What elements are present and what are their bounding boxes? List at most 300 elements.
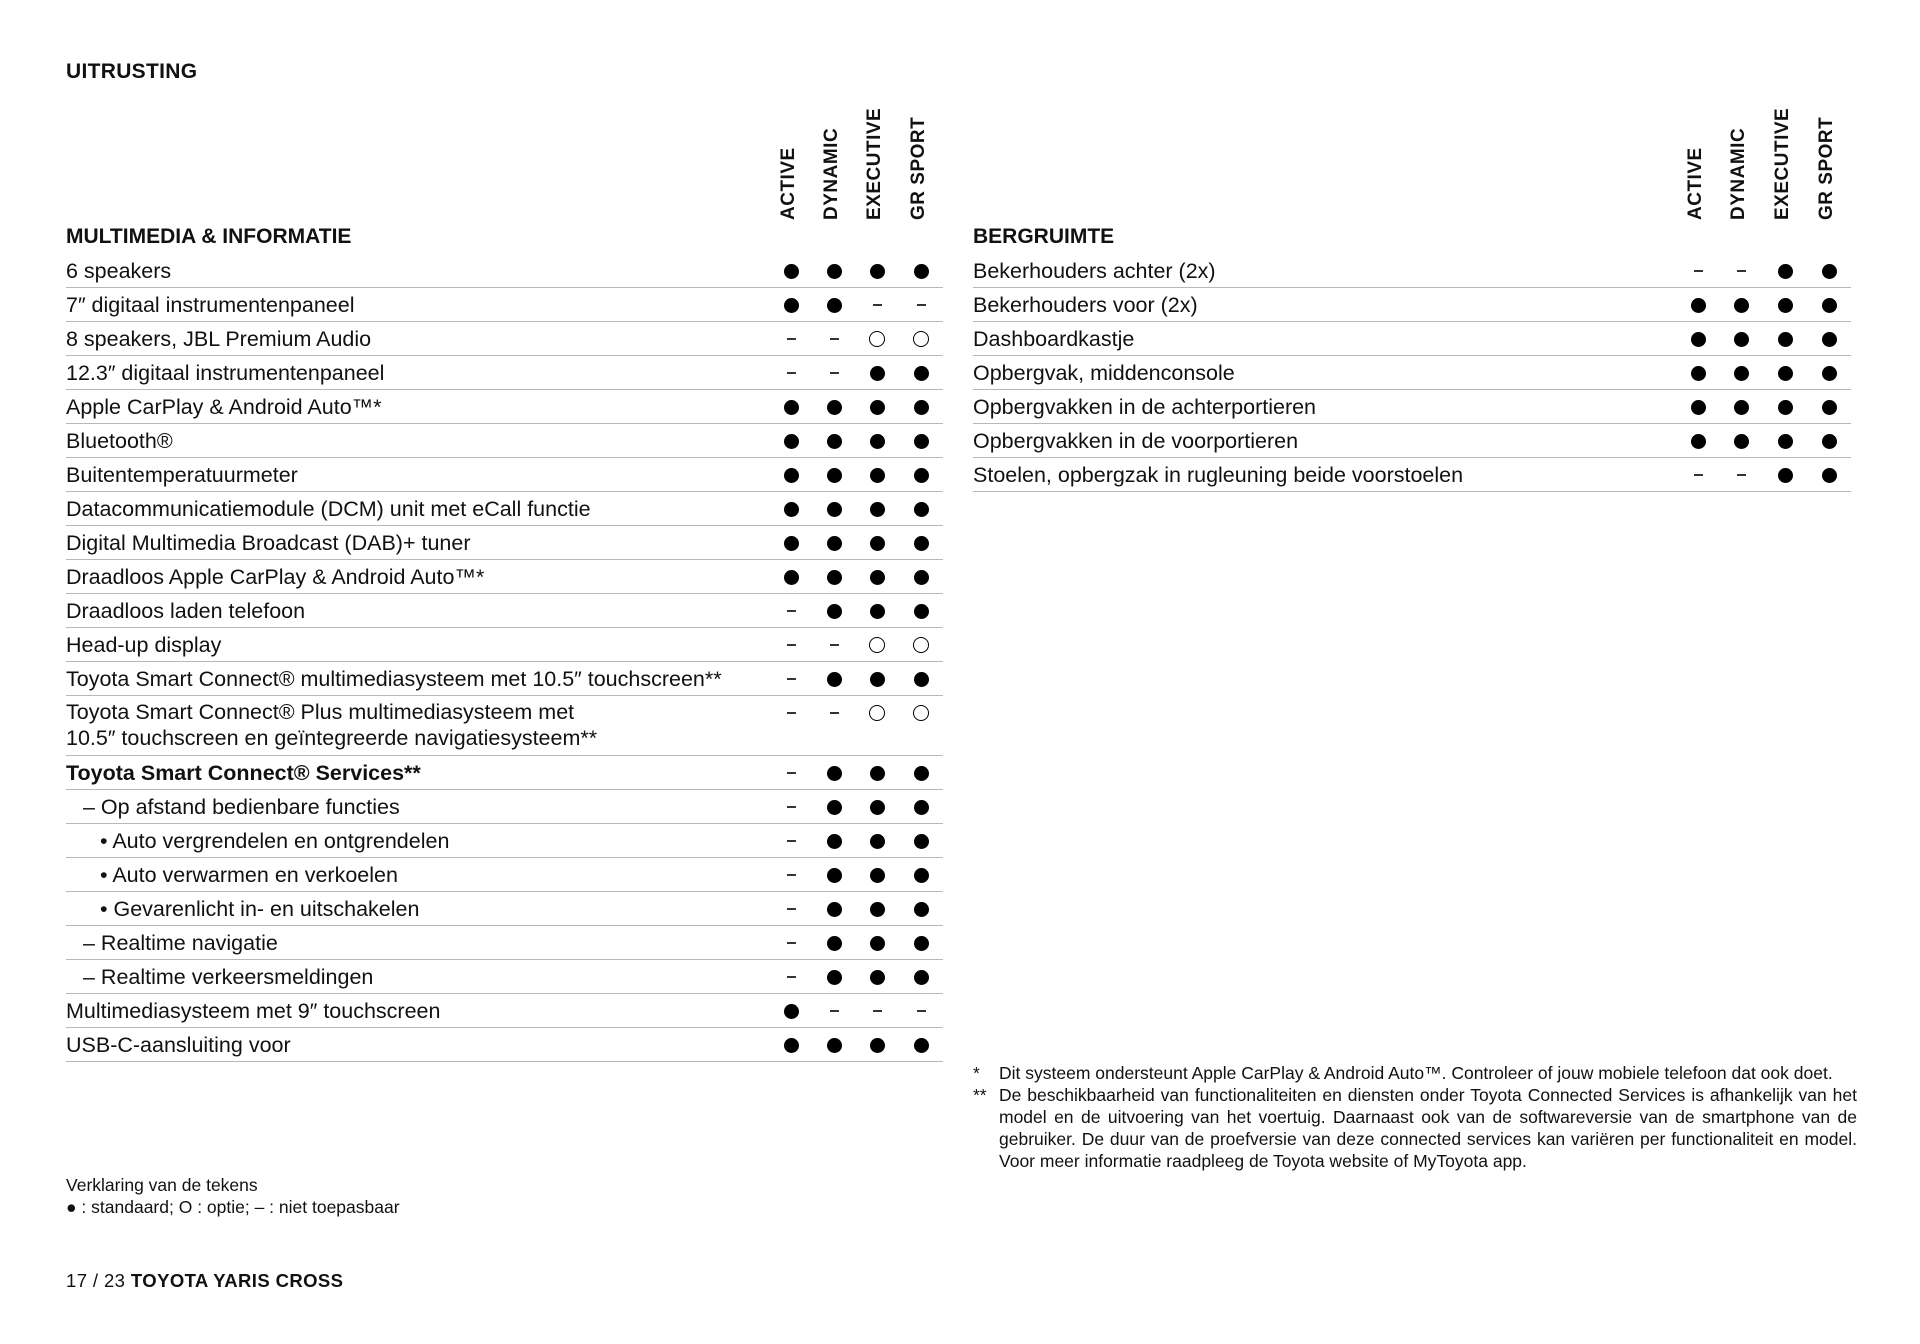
availability-cell (776, 662, 806, 696)
not-applicable-dash-icon (917, 1010, 926, 1012)
standard-dot-icon (827, 766, 842, 781)
standard-dot-icon (784, 264, 799, 279)
availability-cell (819, 322, 849, 356)
standard-dot-icon (1822, 264, 1837, 279)
availability-cell (1726, 288, 1756, 322)
table-row (973, 356, 1851, 390)
availability-cell (906, 994, 936, 1028)
availability-cell (862, 756, 892, 790)
not-applicable-dash-icon (830, 644, 839, 646)
availability-cell (862, 322, 892, 356)
standard-dot-icon (1691, 366, 1706, 381)
not-applicable-dash-icon (917, 304, 926, 306)
availability-cell (819, 628, 849, 662)
column-header (862, 100, 892, 220)
standard-dot-icon (914, 434, 929, 449)
not-applicable-dash-icon (1737, 270, 1746, 272)
availability-cell (819, 594, 849, 628)
not-applicable-dash-icon (787, 610, 796, 612)
availability-cell (906, 254, 936, 288)
standard-dot-icon (827, 1038, 842, 1053)
row-label: • Gevarenlicht in- en uitschakelen (100, 897, 420, 921)
availability-cell (819, 526, 849, 560)
standard-dot-icon (827, 672, 842, 687)
standard-dot-icon (870, 400, 885, 415)
table-row (66, 424, 943, 458)
availability-cell (776, 1028, 806, 1062)
availability-cell (819, 390, 849, 424)
standard-dot-icon (870, 604, 885, 619)
option-circle-icon (869, 705, 885, 721)
availability-cell (862, 824, 892, 858)
availability-cell (1814, 356, 1844, 390)
footnote (973, 1084, 1857, 1172)
availability-cell (862, 492, 892, 526)
availability-cell (819, 926, 849, 960)
column-header-label: GR SPORT (908, 116, 929, 220)
availability-cell (776, 492, 806, 526)
availability-cell (906, 560, 936, 594)
standard-dot-icon (914, 970, 929, 985)
standard-dot-icon (870, 970, 885, 985)
availability-cell (1770, 424, 1800, 458)
standard-dot-icon (1691, 400, 1706, 415)
standard-dot-icon (870, 536, 885, 551)
availability-cell (906, 662, 936, 696)
standard-dot-icon (827, 902, 842, 917)
row-label: Dashboardkastje (973, 327, 1135, 351)
availability-cell (819, 254, 849, 288)
availability-cell (1770, 458, 1800, 492)
availability-cell (906, 628, 936, 662)
availability-cell (906, 960, 936, 994)
availability-cell (776, 892, 806, 926)
availability-cell (819, 858, 849, 892)
availability-cell (776, 322, 806, 356)
not-applicable-dash-icon (873, 304, 882, 306)
standard-dot-icon (827, 536, 842, 551)
not-applicable-dash-icon (873, 1010, 882, 1012)
footnote-text: Dit systeem ondersteunt Apple CarPlay & Android Auto™. Controleer of jouw mobiele telefoon dat ook doet. (999, 1063, 1833, 1083)
table-row (66, 858, 943, 892)
availability-cell (1683, 322, 1713, 356)
section-heading: MULTIMEDIA & INFORMATIE (66, 225, 352, 248)
footnote-mark: * (973, 1063, 980, 1083)
standard-dot-icon (1778, 366, 1793, 381)
standard-dot-icon (1734, 366, 1749, 381)
standard-dot-icon (870, 468, 885, 483)
availability-cell (906, 696, 936, 730)
standard-dot-icon (914, 902, 929, 917)
row-label: Stoelen, opbergzak in rugleuning beide voorstoelen (973, 463, 1464, 487)
standard-dot-icon (1778, 332, 1793, 347)
page-title: UITRUSTING (66, 60, 198, 83)
standard-dot-icon (827, 800, 842, 815)
row-label: • Auto verwarmen en verkoelen (100, 863, 398, 887)
availability-cell (862, 994, 892, 1028)
column-header (1726, 100, 1756, 220)
row-label: Digital Multimedia Broadcast (DAB)+ tuner (66, 531, 471, 555)
standard-dot-icon (1778, 298, 1793, 313)
standard-dot-icon (1822, 468, 1837, 483)
availability-cell (1770, 356, 1800, 390)
table-row (66, 322, 943, 356)
multimedia-table (66, 100, 943, 1062)
row-label: Toyota Smart Connect® Services** (66, 761, 421, 785)
standard-dot-icon (914, 400, 929, 415)
option-circle-icon (913, 637, 929, 653)
availability-cell (1770, 322, 1800, 356)
standard-dot-icon (914, 468, 929, 483)
column-header (1770, 100, 1800, 220)
availability-cell (776, 594, 806, 628)
availability-cell (862, 662, 892, 696)
column-header (906, 100, 936, 220)
standard-dot-icon (870, 434, 885, 449)
table-row (973, 322, 1851, 356)
availability-cell (819, 696, 849, 730)
availability-cell (1683, 458, 1713, 492)
column-header-label: DYNAMIC (821, 127, 842, 220)
availability-cell (1770, 254, 1800, 288)
standard-dot-icon (1778, 264, 1793, 279)
table-row (66, 892, 943, 926)
standard-dot-icon (914, 366, 929, 381)
row-label: – Op afstand bedienbare functies (83, 795, 400, 819)
column-header-label: GR SPORT (1816, 116, 1837, 220)
column-header-label: ACTIVE (1685, 147, 1706, 220)
row-label: – Realtime verkeersmeldingen (83, 965, 374, 989)
standard-dot-icon (784, 468, 799, 483)
standard-dot-icon (1778, 400, 1793, 415)
availability-cell (906, 594, 936, 628)
table-row (66, 696, 943, 756)
not-applicable-dash-icon (787, 772, 796, 774)
standard-dot-icon (784, 434, 799, 449)
standard-dot-icon (827, 970, 842, 985)
availability-cell (862, 892, 892, 926)
table-row (66, 662, 943, 696)
not-applicable-dash-icon (1694, 270, 1703, 272)
availability-cell (1770, 288, 1800, 322)
availability-cell (819, 458, 849, 492)
standard-dot-icon (784, 400, 799, 415)
availability-cell (776, 628, 806, 662)
standard-dot-icon (1691, 298, 1706, 313)
standard-dot-icon (914, 502, 929, 517)
availability-cell (776, 756, 806, 790)
availability-cell (906, 892, 936, 926)
column-header-label: EXECUTIVE (864, 107, 885, 220)
footnote (973, 1062, 1857, 1084)
availability-cell (862, 926, 892, 960)
option-circle-icon (913, 331, 929, 347)
availability-cell (862, 960, 892, 994)
standard-dot-icon (870, 502, 885, 517)
availability-cell (862, 560, 892, 594)
not-applicable-dash-icon (787, 338, 796, 340)
column-header (819, 100, 849, 220)
standard-dot-icon (870, 936, 885, 951)
column-header-label: ACTIVE (778, 147, 799, 220)
standard-dot-icon (1734, 400, 1749, 415)
not-applicable-dash-icon (830, 712, 839, 714)
availability-cell (862, 594, 892, 628)
standard-dot-icon (914, 766, 929, 781)
availability-cell (1814, 322, 1844, 356)
availability-cell (906, 458, 936, 492)
availability-cell (906, 756, 936, 790)
row-label: Bekerhouders voor (2x) (973, 293, 1198, 317)
availability-cell (1814, 288, 1844, 322)
standard-dot-icon (870, 834, 885, 849)
availability-cell (862, 458, 892, 492)
availability-cell (1726, 322, 1756, 356)
availability-cell (906, 926, 936, 960)
availability-cell (776, 994, 806, 1028)
availability-cell (906, 288, 936, 322)
row-label: Toyota Smart Connect® multimediasysteem met 10.5″ touchscreen** (66, 667, 722, 691)
table-row (66, 492, 943, 526)
availability-cell (1814, 254, 1844, 288)
availability-cell (776, 458, 806, 492)
row-label: Opbergvak, middenconsole (973, 361, 1235, 385)
availability-cell (819, 662, 849, 696)
row-label: • Auto vergrendelen en ontgrendelen (100, 829, 450, 853)
availability-cell (862, 254, 892, 288)
legend-title: Verklaring van de tekens (66, 1175, 258, 1195)
table-row (973, 254, 1851, 288)
standard-dot-icon (1734, 298, 1749, 313)
standard-dot-icon (827, 400, 842, 415)
not-applicable-dash-icon (787, 712, 796, 714)
table-row (66, 390, 943, 424)
table-row (66, 790, 943, 824)
availability-cell (906, 526, 936, 560)
availability-cell (1726, 254, 1756, 288)
availability-cell (776, 926, 806, 960)
availability-cell (1683, 424, 1713, 458)
standard-dot-icon (1822, 400, 1837, 415)
standard-dot-icon (914, 604, 929, 619)
availability-cell (1814, 458, 1844, 492)
availability-cell (862, 424, 892, 458)
table-row (66, 526, 943, 560)
row-label: Opbergvakken in de voorportieren (973, 429, 1299, 453)
standard-dot-icon (827, 570, 842, 585)
availability-cell (1683, 254, 1713, 288)
table-row (66, 994, 943, 1028)
not-applicable-dash-icon (787, 644, 796, 646)
standard-dot-icon (914, 936, 929, 951)
standard-dot-icon (1778, 468, 1793, 483)
standard-dot-icon (827, 298, 842, 313)
standard-dot-icon (1691, 434, 1706, 449)
availability-cell (1683, 288, 1713, 322)
availability-cell (819, 892, 849, 926)
not-applicable-dash-icon (830, 372, 839, 374)
row-label: Toyota Smart Connect® Plus multimediasysteem met 10.5″ touchscreen en geïntegreerde navigatiesysteem** (66, 700, 598, 750)
standard-dot-icon (1778, 434, 1793, 449)
standard-dot-icon (914, 868, 929, 883)
availability-cell (819, 560, 849, 594)
availability-cell (776, 254, 806, 288)
standard-dot-icon (827, 502, 842, 517)
standard-dot-icon (914, 264, 929, 279)
table-row (66, 594, 943, 628)
not-applicable-dash-icon (787, 840, 796, 842)
standard-dot-icon (870, 868, 885, 883)
availability-cell (862, 858, 892, 892)
availability-cell (819, 356, 849, 390)
table-row (66, 560, 943, 594)
column-header-label: EXECUTIVE (1772, 107, 1793, 220)
row-label: Multimediasysteem met 9″ touchscreen (66, 999, 441, 1023)
availability-cell (819, 790, 849, 824)
row-label: Draadloos laden telefoon (66, 599, 306, 623)
not-applicable-dash-icon (787, 942, 796, 944)
option-circle-icon (913, 705, 929, 721)
availability-cell (862, 288, 892, 322)
standard-dot-icon (1691, 332, 1706, 347)
availability-cell (776, 560, 806, 594)
availability-cell (906, 424, 936, 458)
table-rows (973, 254, 1851, 492)
standard-dot-icon (827, 868, 842, 883)
row-label: Apple CarPlay & Android Auto™* (66, 395, 382, 419)
availability-cell (819, 424, 849, 458)
availability-cell (776, 790, 806, 824)
section-heading: BERGRUIMTE (973, 225, 1115, 248)
column-headers (973, 100, 1851, 220)
page-footer (66, 1270, 343, 1292)
row-label: Buitentemperatuurmeter (66, 463, 298, 487)
not-applicable-dash-icon (787, 678, 796, 680)
availability-cell (776, 696, 806, 730)
table-row (66, 926, 943, 960)
availability-cell (1814, 390, 1844, 424)
not-applicable-dash-icon (1737, 474, 1746, 476)
availability-cell (1726, 390, 1756, 424)
availability-cell (862, 790, 892, 824)
availability-cell (906, 824, 936, 858)
not-applicable-dash-icon (787, 976, 796, 978)
not-applicable-dash-icon (787, 806, 796, 808)
table-row (66, 960, 943, 994)
option-circle-icon (869, 331, 885, 347)
availability-cell (862, 696, 892, 730)
row-label: Opbergvakken in de achterportieren (973, 395, 1317, 419)
availability-cell (1726, 424, 1756, 458)
standard-dot-icon (784, 502, 799, 517)
standard-dot-icon (827, 468, 842, 483)
table-row (66, 824, 943, 858)
availability-cell (906, 390, 936, 424)
table-row (66, 356, 943, 390)
row-label: 12.3″ digitaal instrumentenpaneel (66, 361, 385, 385)
standard-dot-icon (870, 672, 885, 687)
row-label: Bekerhouders achter (2x) (973, 259, 1216, 283)
table-row (973, 458, 1851, 492)
column-header (1814, 100, 1844, 220)
option-circle-icon (869, 637, 885, 653)
model-name: TOYOTA YARIS CROSS (130, 1270, 344, 1291)
row-label: Datacommunicatiemodule (DCM) unit met eCall functie (66, 497, 591, 521)
availability-cell (1770, 390, 1800, 424)
standard-dot-icon (1822, 434, 1837, 449)
standard-dot-icon (1734, 332, 1749, 347)
standard-dot-icon (870, 902, 885, 917)
standard-dot-icon (914, 672, 929, 687)
standard-dot-icon (914, 834, 929, 849)
availability-cell (862, 628, 892, 662)
column-header-label: DYNAMIC (1728, 127, 1749, 220)
availability-cell (819, 960, 849, 994)
availability-cell (862, 356, 892, 390)
availability-cell (819, 288, 849, 322)
standard-dot-icon (827, 604, 842, 619)
footnote-mark: ** (973, 1085, 987, 1105)
standard-dot-icon (1822, 298, 1837, 313)
availability-cell (776, 390, 806, 424)
availability-cell (906, 322, 936, 356)
not-applicable-dash-icon (830, 338, 839, 340)
standard-dot-icon (870, 1038, 885, 1053)
standard-dot-icon (827, 434, 842, 449)
bergruimte-table (973, 100, 1851, 492)
availability-cell (819, 824, 849, 858)
table-row (66, 254, 943, 288)
table-row (973, 424, 1851, 458)
not-applicable-dash-icon (787, 874, 796, 876)
standard-dot-icon (914, 536, 929, 551)
availability-cell (776, 288, 806, 322)
not-applicable-dash-icon (787, 908, 796, 910)
standard-dot-icon (827, 834, 842, 849)
availability-cell (819, 756, 849, 790)
table-row (973, 390, 1851, 424)
row-label: 6 speakers (66, 259, 172, 283)
footnotes (973, 1062, 1857, 1172)
availability-cell (776, 858, 806, 892)
availability-cell (906, 356, 936, 390)
standard-dot-icon (1822, 332, 1837, 347)
column-headers (66, 100, 943, 220)
page-number: 17 / 23 (66, 1270, 126, 1291)
table-row (973, 288, 1851, 322)
legend (66, 1174, 400, 1218)
availability-cell (1814, 424, 1844, 458)
footnote-text: De beschikbaarheid van functionaliteiten en diensten onder Toyota Connected Services is afhankelijk van het model en de uitvoering van het voertuig. Daarnaast ook van de softwareversie van de smartphone van de gebruiker. De duur van de proefversie van deze connected services kan variëren per functionaliteit en model. Voor meer informatie raadpleeg de Toyota website of MyToyota app. (999, 1085, 1857, 1171)
standard-dot-icon (784, 536, 799, 551)
standard-dot-icon (1822, 366, 1837, 381)
availability-cell (1726, 356, 1756, 390)
table-rows (66, 254, 943, 1062)
standard-dot-icon (784, 1004, 799, 1019)
table-row (66, 756, 943, 790)
standard-dot-icon (827, 264, 842, 279)
row-label: Bluetooth® (66, 429, 173, 453)
availability-cell (776, 824, 806, 858)
not-applicable-dash-icon (787, 372, 796, 374)
standard-dot-icon (914, 800, 929, 815)
table-row (66, 1028, 943, 1062)
row-label: – Realtime navigatie (83, 931, 278, 955)
availability-cell (819, 1028, 849, 1062)
standard-dot-icon (784, 298, 799, 313)
availability-cell (776, 526, 806, 560)
availability-cell (862, 526, 892, 560)
